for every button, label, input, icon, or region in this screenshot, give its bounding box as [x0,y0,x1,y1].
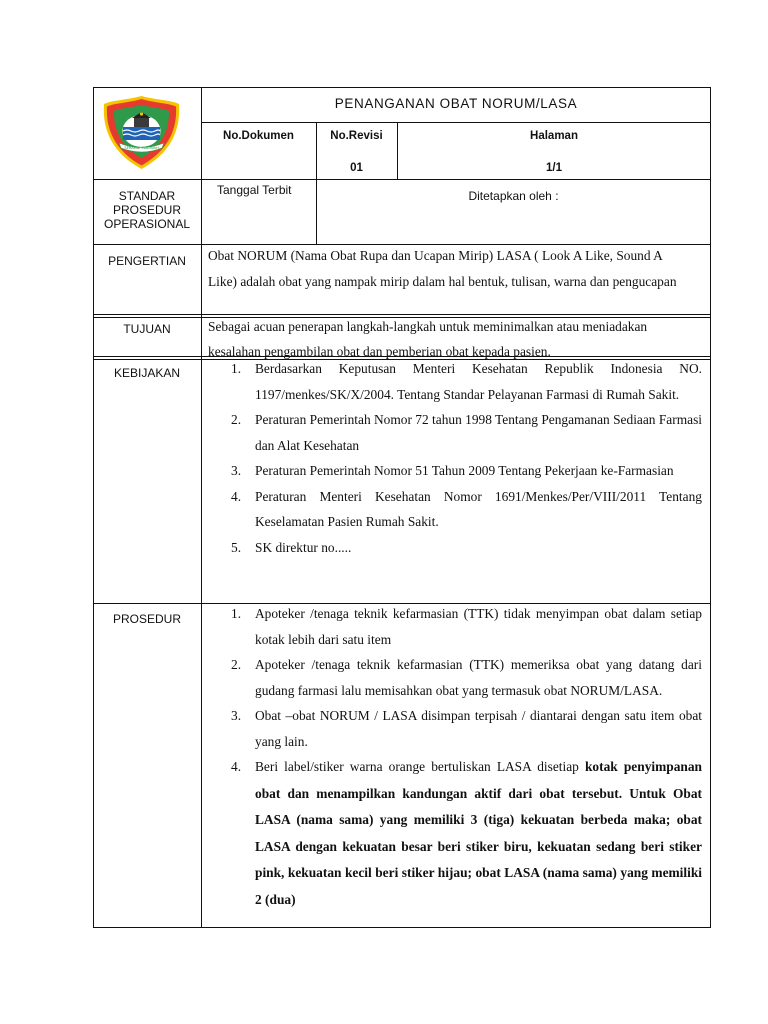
svg-text:SERAMBI MADINAH: SERAMBI MADINAH [124,146,159,150]
list-text-bold: kotak penyimpanan obat dan menampilkan kandungan aktif dari obat tersebut. Untuk Obat LASA (nama sama) yang memiliki 3 (tiga) kekuatan berbeda maka; obat LASA dengan kekuatan besar beri stiker biru, kekuatan sedang beri stiker pink, kekuatan kecil beri stiker hijau; obat LASA (nama sama) yang memiliki 2 (dua) [255,759,702,907]
list-number: 2. [231,657,242,672]
list-item [208,652,702,703]
halaman-label: Halaman [530,130,578,142]
list-text: Beri label/stiker warna orange bertuliskan LASA disetiap [255,759,585,774]
prosedur-label: PROSEDUR [112,612,181,626]
list-item [208,484,702,535]
list-number: 1. [231,606,242,621]
list-text: Berdasarkan Keputusan Menteri Kesehatan Republik Indonesia NO. 1197/menkes/SK/X/2004. Tentang Standar Pelayanan Farmasi di Rumah Sakit. [255,361,702,402]
list-number: 3. [231,708,242,723]
tujuan-label: TUJUAN [123,322,171,336]
list-text: Apoteker /tenaga teknik kefarmasian (TTK) memeriksa obat yang datang dari gudang farmasi lalu memisahkan obat yang termasuk obat NORUM/LASA. [255,657,702,698]
list-number: 3. [231,463,242,478]
list-text: Peraturan Pemerintah Nomor 51 Tahun 2009 Tentang Pekerjaan ke-Farmasian [255,463,674,478]
rule-title-bottom [201,122,711,123]
ditetapkan-oleh-label: Ditetapkan oleh : [468,189,559,203]
list-text: SK direktur no..... [255,539,352,555]
tanggal-terbit-label: Tanggal Terbit [217,183,292,197]
list-item [208,601,702,652]
list-text: Apoteker /tenaga teknik kefarmasian (TTK) tidak menyimpan obat dalam setiap kotak lebih dari satu item [255,606,702,647]
no-dokumen-label: No.Dokumen [223,130,294,142]
sop-label: STANDAR PROSEDUR OPERASIONAL [103,189,191,231]
prosedur-list [208,601,702,927]
rule-label-column [201,87,202,928]
pengertian-text: Obat NORUM (Nama Obat Rupa dan Ucapan Mirip) LASA ( Look A Like, Sound A Like) adalah obat yang nampak mirip dalam hal bentuk, tulisan, warna dan pengucapan [208,248,677,289]
kebijakan-label: KEBIJAKAN [113,366,181,380]
list-text: Peraturan Pemerintah Nomor 72 tahun 1998 Tentang Pengamanan Sediaan Farmasi dan Alat Kesehatan [255,412,702,453]
tujuan-text: Sebagai acuan penerapan langkah-langkah untuk meminimalkan atau meniadakan kesalahan pengambilan obat dan pemberian obat kepada pasien. [208,319,648,359]
list-item [208,356,702,407]
halaman-value: 1/1 [546,162,562,174]
list-item [208,458,702,484]
pengertian-label: PENGERTIAN [108,254,186,268]
kebijakan-list [208,356,702,560]
list-number: 1. [231,361,242,376]
no-revisi-value: 01 [350,162,363,174]
list-number: 2. [231,412,242,427]
list-text: Peraturan Menteri Kesehatan Nomor 1691/Menkes/Per/VIII/2011 Tentang Keselamatan Pasien Rumah Sakit. [255,488,702,529]
list-item [208,754,702,913]
document-title: PENANGANAN OBAT NORUM/LASA [334,96,578,111]
list-number: 4. [231,488,242,504]
list-item [208,407,702,458]
regency-logo [101,94,182,171]
list-text: Obat –obat NORUM / LASA disimpan terpisah / diantarai dengan satu item obat yang lain. [255,708,702,749]
list-item [208,703,702,754]
list-number: 4. [231,759,242,774]
no-revisi-label: No.Revisi [330,130,383,142]
list-item [208,535,702,561]
rule-header-bottom [93,179,711,180]
list-number: 5. [231,539,242,555]
